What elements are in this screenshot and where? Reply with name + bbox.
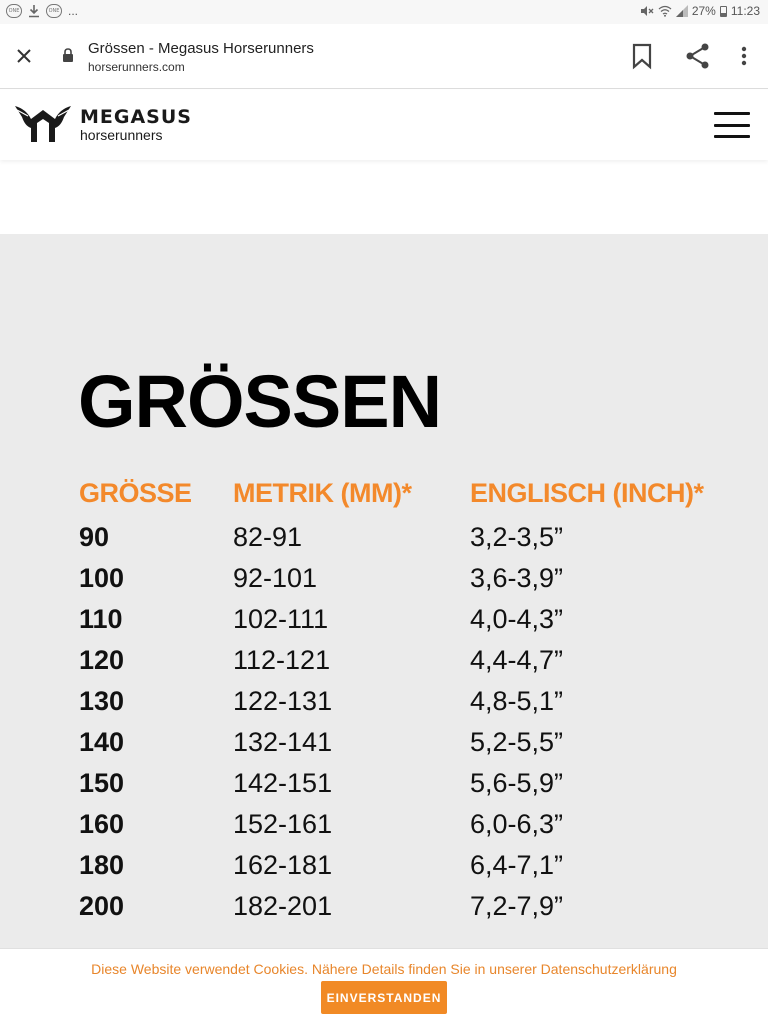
close-tab-button[interactable]: [12, 44, 36, 68]
status-system: [640, 4, 760, 18]
menu-icon-bar: [714, 112, 750, 115]
metric-cell: 122-131: [233, 686, 333, 716]
browser-toolbar: [0, 24, 768, 89]
battery-icon: [720, 6, 727, 17]
more-options-icon[interactable]: [736, 42, 752, 70]
inch-cell: 6,0-6,3”: [470, 809, 564, 839]
column-header-size: GRÖSSE: [79, 478, 192, 508]
metric-cell: 92-101: [233, 563, 318, 593]
inch-cell: 3,6-3,9”: [470, 563, 564, 593]
inch-cell: 4,8-5,1”: [470, 686, 564, 716]
status-notifications: [6, 4, 78, 18]
battery-percent: 27%: [691, 4, 716, 18]
cookie-notice-text[interactable]: Diese Website verwendet Cookies. Nähere Details finden Sie in unserer Datenschutzerklärung: [91, 961, 677, 977]
table-row: [79, 602, 729, 643]
table-row: [79, 725, 729, 766]
size-cell: 160: [79, 809, 125, 839]
wifi-icon: [658, 5, 672, 17]
inch-cell: 4,0-4,3”: [470, 604, 564, 634]
page-heading: GRÖSSEN: [78, 360, 442, 443]
site-header: [0, 90, 768, 160]
share-icon[interactable]: [684, 42, 712, 70]
notification-icon: ONE: [6, 4, 22, 18]
status-overflow: ...: [68, 4, 79, 18]
size-cell: 140: [79, 727, 125, 757]
metric-cell: 132-141: [233, 727, 333, 757]
size-cell: 180: [79, 850, 125, 880]
metric-cell: 82-91: [233, 522, 303, 552]
metric-cell: 102-111: [233, 604, 329, 634]
download-icon: [28, 4, 40, 18]
size-cell: 200: [79, 891, 125, 921]
notification-icon: ONE: [46, 4, 62, 18]
table-row: [79, 766, 729, 807]
inch-cell: 6,4-7,1”: [470, 850, 564, 880]
url-label[interactable]: horserunners.com: [88, 60, 185, 74]
size-cell: 130: [79, 686, 125, 716]
close-icon: [15, 47, 33, 65]
inch-cell: 3,2-3,5”: [470, 522, 564, 552]
table-row: [79, 684, 729, 725]
inch-cell: 7,2-7,9”: [470, 891, 564, 921]
inch-cell: 5,2-5,5”: [470, 727, 564, 757]
table-row: [79, 889, 729, 930]
metric-cell: 142-151: [233, 768, 333, 798]
bookmark-icon[interactable]: [630, 42, 654, 70]
inch-cell: 4,4-4,7”: [470, 645, 564, 675]
metric-cell: 182-201: [233, 891, 333, 921]
metric-cell: 152-161: [233, 809, 333, 839]
size-cell: 150: [79, 768, 125, 798]
logo-icon[interactable]: [14, 102, 72, 144]
mute-icon: [640, 5, 654, 17]
size-cell: 100: [79, 563, 125, 593]
size-cell: 120: [79, 645, 125, 675]
logo-text-sub: horserunners: [80, 127, 163, 143]
menu-icon-bar: [714, 124, 750, 127]
menu-button[interactable]: [714, 112, 750, 138]
table-row: [79, 643, 729, 684]
clock: 11:23: [730, 4, 760, 18]
cookie-banner: [0, 948, 768, 1024]
table-row: [79, 807, 729, 848]
status-bar: [0, 0, 768, 24]
size-cell: 90: [79, 522, 110, 552]
lock-icon: [62, 48, 74, 62]
accept-cookies-button[interactable]: EINVERSTANDEN: [321, 981, 447, 1014]
logo-text-brand: MEGASUS: [80, 106, 192, 128]
column-header-metric: METRIK (MM)*: [233, 478, 412, 508]
inch-cell: 5,6-5,9”: [470, 768, 564, 798]
table-row: [79, 561, 729, 602]
metric-cell: 162-181: [233, 850, 333, 880]
menu-icon-bar: [714, 135, 750, 138]
table-row: [79, 520, 729, 561]
signal-icon: [676, 5, 688, 17]
metric-cell: 112-121: [233, 645, 331, 675]
column-header-inch: ENGLISCH (INCH)*: [470, 478, 704, 508]
table-row: [79, 848, 729, 889]
size-cell: 110: [79, 604, 123, 634]
page-title-label: Grössen - Megasus Horserunners: [88, 40, 314, 57]
